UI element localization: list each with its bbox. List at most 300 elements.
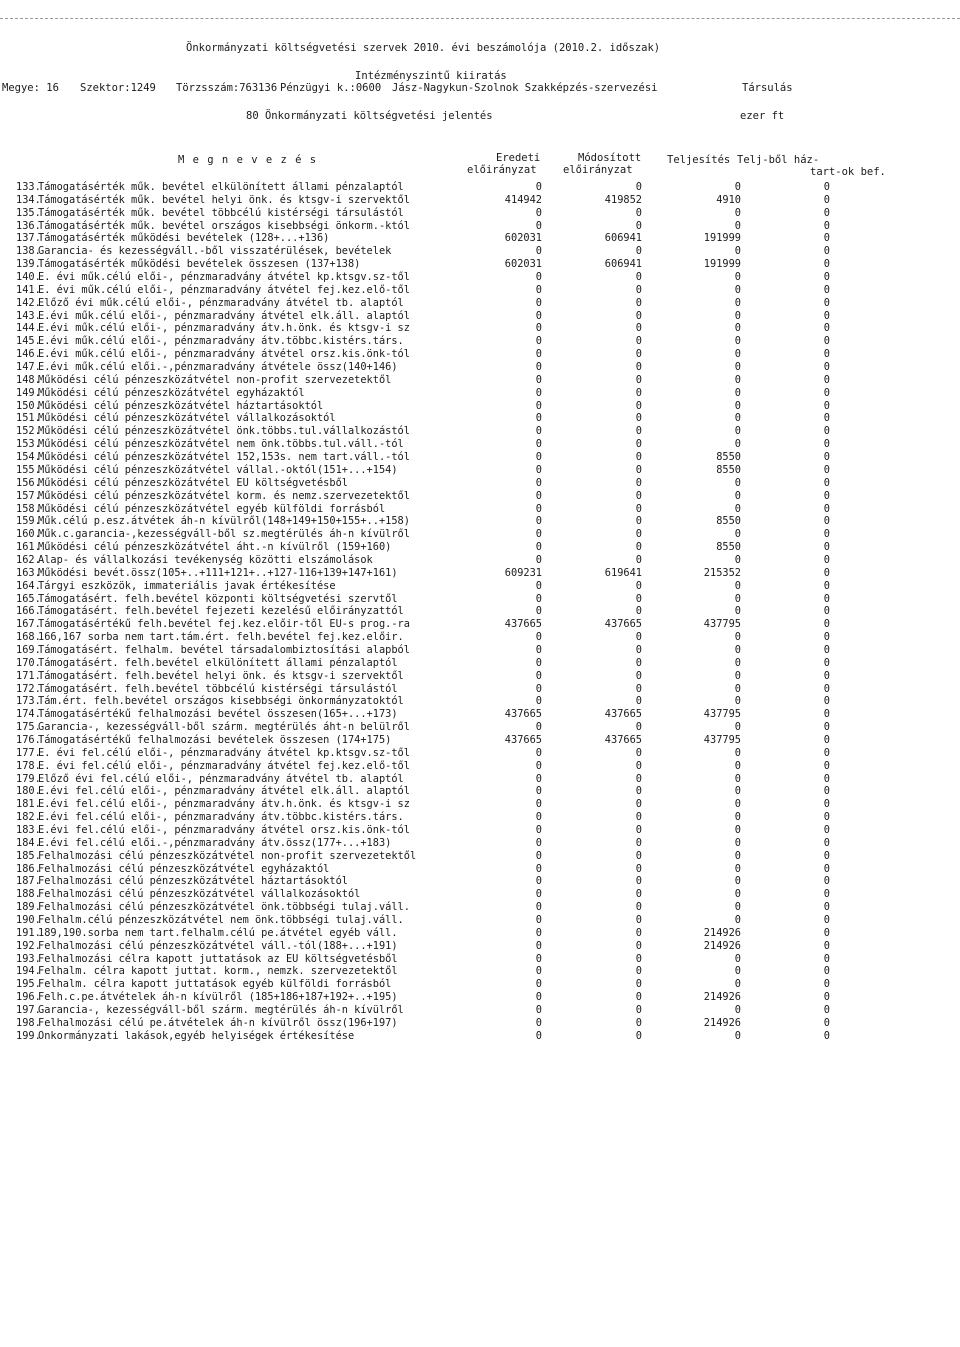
haztartas-value: 0 (823, 682, 830, 695)
modositott-value: 0 (635, 528, 642, 541)
table-row (0, 670, 960, 683)
row-number: 148. (16, 373, 41, 386)
torzsszam: Törzsszám:763136 (176, 82, 278, 94)
col-megnevezes: M e g n e v e z é s (178, 154, 318, 166)
teljesites-value: 0 (734, 361, 741, 374)
modositott-value: 0 (635, 862, 642, 875)
modositott-value: 0 (635, 952, 642, 965)
row-label: Működési célú pénzeszközátvétel non-profit szervezetektől (38, 373, 392, 386)
row-number: 196. (16, 991, 41, 1004)
modositott-value: 606941 (604, 258, 642, 271)
eredeti-value: 0 (535, 682, 542, 695)
haztartas-value: 0 (823, 193, 830, 206)
modositott-value: 0 (635, 283, 642, 296)
row-number: 161. (16, 541, 41, 554)
row-label: Támogatásért. felh.bevétel központi költségvetési szervtől (38, 592, 398, 605)
eredeti-value: 0 (535, 476, 542, 489)
row-number: 143. (16, 309, 41, 322)
table-row (0, 683, 960, 696)
modositott-value: 437665 (604, 708, 642, 721)
teljesites-value: 0 (734, 798, 741, 811)
haztartas-value: 0 (823, 271, 830, 284)
table-row (0, 631, 960, 644)
haztartas-value: 0 (823, 643, 830, 656)
modositott-value: 0 (635, 361, 642, 374)
modositott-value: 0 (635, 476, 642, 489)
row-label: Működési célú pénzeszközátvétel önk.többs.tul.vállalkozástól (38, 425, 410, 438)
eredeti-value: 0 (535, 1029, 542, 1042)
table-row (0, 477, 960, 490)
haztartas-value: 0 (823, 733, 830, 746)
eredeti-value: 0 (535, 849, 542, 862)
table-row (0, 400, 960, 413)
teljesites-value: 0 (734, 836, 741, 849)
table-row (0, 811, 960, 824)
modositott-value: 0 (635, 502, 642, 515)
modositott-value: 0 (635, 553, 642, 566)
haztartas-value: 0 (823, 849, 830, 862)
row-label: Felhalmozási célú pénzeszközátvétel vállalkozásoktól (38, 888, 361, 901)
table-row (0, 773, 960, 786)
row-number: 160. (16, 528, 41, 541)
modositott-value: 0 (635, 1029, 642, 1042)
teljesites-value: 0 (734, 682, 741, 695)
eredeti-value: 602031 (504, 258, 542, 271)
haztartas-value: 0 (823, 258, 830, 271)
eredeti-value: 0 (535, 425, 542, 438)
penzugyi-code: Pénzügyi k.:0600 (280, 82, 382, 94)
modositott-value: 0 (635, 656, 642, 669)
table-row (0, 348, 960, 361)
eredeti-value: 0 (535, 373, 542, 386)
row-label: Támogatásértékű felh.bevétel fej.kez.előir-től EU-s prog.-ra (38, 618, 410, 631)
haztartas-value: 0 (823, 991, 830, 1004)
haztartas-value: 0 (823, 669, 830, 682)
modositott-value: 0 (635, 721, 642, 734)
modositott-value: 0 (635, 965, 642, 978)
teljesites-value: 0 (734, 335, 741, 348)
haztartas-value: 0 (823, 283, 830, 296)
row-label: Felhalmozási célú pénzeszközátvétel önk.többségi tulaj.váll. (38, 901, 410, 914)
haztartas-value: 0 (823, 631, 830, 644)
eredeti-value: 437665 (504, 708, 542, 721)
row-number: 154. (16, 451, 41, 464)
haztartas-value: 0 (823, 502, 830, 515)
teljesites-value: 8550 (716, 463, 741, 476)
eredeti-value: 0 (535, 669, 542, 682)
teljesites-value: 0 (734, 631, 741, 644)
row-number: 167. (16, 618, 41, 631)
row-number: 164. (16, 579, 41, 592)
eredeti-value: 0 (535, 412, 542, 425)
eredeti-value: 0 (535, 695, 542, 708)
modositott-value: 0 (635, 605, 642, 618)
modositott-value: 0 (635, 335, 642, 348)
megye-code: Megye: 16 (2, 82, 59, 94)
haztartas-value: 0 (823, 888, 830, 901)
row-number: 198. (16, 1016, 41, 1029)
teljesites-value: 0 (734, 296, 741, 309)
eredeti-value: 0 (535, 656, 542, 669)
row-number: 173. (16, 695, 41, 708)
row-number: 139. (16, 258, 41, 271)
modositott-value: 0 (635, 746, 642, 759)
col-eredeti-2: előirányzat (467, 164, 537, 176)
teljesites-value: 0 (734, 373, 741, 386)
teljesites-value: 0 (734, 746, 741, 759)
teljesites-value: 0 (734, 888, 741, 901)
row-number: 195. (16, 978, 41, 991)
haztartas-value: 0 (823, 656, 830, 669)
modositott-value: 0 (635, 836, 642, 849)
table-row (0, 695, 960, 708)
eredeti-value: 0 (535, 296, 542, 309)
modositott-value: 0 (635, 579, 642, 592)
row-label: Garancia- és kezességváll.-ből visszatérülések, bevételek (38, 245, 392, 258)
row-number: 190. (16, 914, 41, 927)
unit-label: ezer ft (740, 110, 785, 122)
eredeti-value: 0 (535, 926, 542, 939)
eredeti-value: 0 (535, 502, 542, 515)
row-label: Működési célú pénzeszközátvétel vállalkozásoktól (38, 412, 336, 425)
table-row (0, 953, 960, 966)
modositott-value: 437665 (604, 618, 642, 631)
row-number: 150. (16, 399, 41, 412)
teljesites-value: 0 (734, 656, 741, 669)
haztartas-value: 0 (823, 721, 830, 734)
row-number: 155. (16, 463, 41, 476)
teljesites-value: 0 (734, 849, 741, 862)
table-row (0, 580, 960, 593)
modositott-value: 0 (635, 772, 642, 785)
row-number: 168. (16, 631, 41, 644)
eredeti-value: 0 (535, 283, 542, 296)
eredeti-value: 0 (535, 348, 542, 361)
row-label: Felhalm. célra kapott juttatások egyéb külföldi forrásból (38, 978, 392, 991)
teljesites-value: 8550 (716, 515, 741, 528)
haztartas-value: 0 (823, 914, 830, 927)
table-row (0, 554, 960, 567)
teljesites-value: 437795 (703, 733, 741, 746)
table-row (0, 850, 960, 863)
row-number: 188. (16, 888, 41, 901)
haztartas-value: 0 (823, 399, 830, 412)
table-row (0, 541, 960, 554)
haztartas-value: 0 (823, 451, 830, 464)
row-label: Felhalmozási célú pénzeszközátvétel non-profit szervezetektől (38, 849, 417, 862)
modositott-value: 0 (635, 451, 642, 464)
teljesites-value: 0 (734, 952, 741, 965)
row-label: Támogatásérték működési bevételek összesen (137+138) (38, 258, 361, 271)
haztartas-value: 0 (823, 553, 830, 566)
haztartas-value: 0 (823, 618, 830, 631)
haztartas-value: 0 (823, 245, 830, 258)
modositott-value: 0 (635, 631, 642, 644)
eredeti-value: 0 (535, 991, 542, 1004)
eredeti-value: 0 (535, 206, 542, 219)
row-number: 192. (16, 939, 41, 952)
row-number: 163. (16, 566, 41, 579)
row-label: E.évi műk.célú elői-, pénzmaradvány átvétel elk.áll. alaptól (38, 309, 410, 322)
table-row (0, 991, 960, 1004)
report-level: Intézményszintű kiiratás (355, 70, 507, 82)
row-number: 181. (16, 798, 41, 811)
haztartas-value: 0 (823, 811, 830, 824)
modositott-value: 0 (635, 914, 642, 927)
row-number: 147. (16, 361, 41, 374)
haztartas-value: 0 (823, 181, 830, 193)
row-label: Működési célú pénzeszközátvétel korm. és nemz.szervezetektől (38, 489, 410, 502)
teljesites-value: 0 (734, 605, 741, 618)
haztartas-value: 0 (823, 978, 830, 991)
modositott-value: 419852 (604, 193, 642, 206)
row-number: 177. (16, 746, 41, 759)
row-label: Felhalm.célú pénzeszközátvétel nem önk.többségi tulaj.váll. (38, 914, 404, 927)
eredeti-value: 0 (535, 836, 542, 849)
table-row (0, 310, 960, 323)
teljesites-value: 214926 (703, 991, 741, 1004)
table-row (0, 875, 960, 888)
top-divider (0, 18, 960, 20)
modositott-value: 0 (635, 978, 642, 991)
haztartas-value: 0 (823, 708, 830, 721)
haztartas-value: 0 (823, 541, 830, 554)
teljesites-value: 0 (734, 811, 741, 824)
row-number: 179. (16, 772, 41, 785)
teljesites-value: 0 (734, 875, 741, 888)
teljesites-value: 0 (734, 1029, 741, 1042)
row-label: Felhalmozási célú pénzeszközátvétel egyházaktól (38, 862, 330, 875)
row-number: 157. (16, 489, 41, 502)
row-number: 138. (16, 245, 41, 258)
modositott-value: 0 (635, 695, 642, 708)
modositott-value: 0 (635, 373, 642, 386)
row-number: 183. (16, 824, 41, 836)
row-label: E. évi fel.célú elői-, pénzmaradvány átvétel fej.kez.elő-től (38, 759, 410, 772)
modositott-value: 0 (635, 206, 642, 219)
row-label: Műk.célú p.esz.átvétek áh-n kívülről(148+149+150+155+..+158) (38, 515, 410, 528)
eredeti-value: 0 (535, 643, 542, 656)
teljesites-value: 8550 (716, 541, 741, 554)
eredeti-value: 0 (535, 553, 542, 566)
teljesites-value: 0 (734, 322, 741, 335)
haztartas-value: 0 (823, 579, 830, 592)
row-number: 176. (16, 733, 41, 746)
row-label: Működési célú pénzeszközátvétel áht.-n kívülről (159+160) (38, 541, 392, 554)
haztartas-value: 0 (823, 373, 830, 386)
eredeti-value: 0 (535, 759, 542, 772)
teljesites-value: 214926 (703, 926, 741, 939)
eredeti-value: 0 (535, 322, 542, 335)
row-label: Támogatásérték műk. bevétel helyi önk. és ktsgv-i szervektől (38, 193, 410, 206)
table-row (0, 824, 960, 837)
row-number: 133. (16, 181, 41, 193)
modositott-value: 0 (635, 875, 642, 888)
eredeti-value: 0 (535, 798, 542, 811)
haztartas-value: 0 (823, 309, 830, 322)
eredeti-value: 0 (535, 811, 542, 824)
table-row (0, 940, 960, 953)
teljesites-value: 437795 (703, 618, 741, 631)
row-label: E. évi műk.célú elői-, pénzmaradvány átvétel fej.kez.elő-től (38, 283, 410, 296)
table-row (0, 837, 960, 850)
modositott-value: 0 (635, 592, 642, 605)
table-row (0, 464, 960, 477)
modositott-value: 0 (635, 759, 642, 772)
row-label: Műk.c.garancia-,kezességváll-ből sz.megtérülés áh-n kívülről (38, 528, 410, 541)
table-row (0, 284, 960, 297)
teljesites-value: 0 (734, 219, 741, 232)
row-number: 182. (16, 811, 41, 824)
teljesites-value: 0 (734, 721, 741, 734)
eredeti-value: 0 (535, 605, 542, 618)
haztartas-value: 0 (823, 296, 830, 309)
table-row (0, 194, 960, 207)
eredeti-value: 0 (535, 785, 542, 798)
haztartas-value: 0 (823, 528, 830, 541)
row-label: E.évi fel.célú elői-, pénzmaradvány átv.h.önk. és ktsgv-i sz (38, 798, 410, 811)
modositott-value: 0 (635, 348, 642, 361)
teljesites-value: 0 (734, 695, 741, 708)
table-row (0, 644, 960, 657)
haztartas-value: 0 (823, 1004, 830, 1017)
table-row (0, 258, 960, 271)
row-label: Felh.c.pe.átvételek áh-n kívülről (185+186+187+192+..+195) (38, 991, 398, 1004)
teljesites-value: 0 (734, 759, 741, 772)
teljesites-value: 0 (734, 669, 741, 682)
row-number: 189. (16, 901, 41, 914)
haztartas-value: 0 (823, 425, 830, 438)
modositott-value: 0 (635, 1016, 642, 1029)
eredeti-value: 0 (535, 271, 542, 284)
teljesites-value: 0 (734, 309, 741, 322)
teljesites-value: 0 (734, 824, 741, 836)
modositott-value: 0 (635, 399, 642, 412)
modositott-value: 0 (635, 245, 642, 258)
row-number: 135. (16, 206, 41, 219)
row-label: Tám.ért. felh.bevétel országos kisebbségi önkormányzatoktól (38, 695, 404, 708)
haztartas-value: 0 (823, 605, 830, 618)
modositott-value: 0 (635, 643, 642, 656)
table-row (0, 721, 960, 734)
modositott-value: 0 (635, 785, 642, 798)
table-row (0, 965, 960, 978)
haztartas-value: 0 (823, 836, 830, 849)
row-label: Támogatásért. felhalm. bevétel társadalombiztosítási alapból (38, 643, 410, 656)
table-row (0, 567, 960, 580)
modositott-value: 0 (635, 296, 642, 309)
row-label: Támogatásért. felh.bevétel helyi önk. és ktsgv-i szervektől (38, 669, 404, 682)
row-label: Támogatásértékű felhalmozási bevételek összesen (174+175) (38, 733, 392, 746)
row-label: E.évi műk.célú elői-, pénzmaradvány átv.többc.kistérs.társ. (38, 335, 404, 348)
table-row (0, 888, 960, 901)
modositott-value: 0 (635, 386, 642, 399)
modositott-value: 0 (635, 181, 642, 193)
teljesites-value: 0 (734, 271, 741, 284)
teljesites-value: 191999 (703, 258, 741, 271)
table-row (0, 708, 960, 721)
modositott-value: 0 (635, 849, 642, 862)
eredeti-value: 0 (535, 515, 542, 528)
row-number: 180. (16, 785, 41, 798)
row-label: Működési célú pénzeszközátvétel háztartásoktól (38, 399, 324, 412)
table-row (0, 528, 960, 541)
table-row (0, 734, 960, 747)
haztartas-value: 0 (823, 322, 830, 335)
teljesites-value: 0 (734, 399, 741, 412)
row-number: 191. (16, 926, 41, 939)
haztartas-value: 0 (823, 901, 830, 914)
eredeti-value: 0 (535, 1004, 542, 1017)
table-row (0, 657, 960, 670)
row-label: 189,190.sorba nem tart.felhalm.célú pe.átvétel egyéb váll. (38, 926, 398, 939)
row-number: 146. (16, 348, 41, 361)
row-number: 186. (16, 862, 41, 875)
modositott-value: 0 (635, 669, 642, 682)
table-row (0, 207, 960, 220)
teljesites-value: 0 (734, 965, 741, 978)
row-label: Támogatásértékű felhalmozási bevétel összesen(165+...+173) (38, 708, 398, 721)
row-label: Felhalmozási célú pe.átvételek áh-n kívülről össz(196+197) (38, 1016, 398, 1029)
modositott-value: 0 (635, 811, 642, 824)
row-number: 199. (16, 1029, 41, 1042)
row-number: 141. (16, 283, 41, 296)
haztartas-value: 0 (823, 515, 830, 528)
row-label: Támogatásért. felh.bevétel többcélú kistérségi társulástól (38, 682, 398, 695)
row-number: 197. (16, 1004, 41, 1017)
eredeti-value: 0 (535, 335, 542, 348)
row-label: Tárgyi eszközök, immateriális javak értékesítése (38, 579, 336, 592)
teljesites-value: 0 (734, 206, 741, 219)
row-number: 142. (16, 296, 41, 309)
row-number: 144. (16, 322, 41, 335)
row-number: 158. (16, 502, 41, 515)
teljesites-value: 0 (734, 1004, 741, 1017)
row-label: Támogatásérték műk. bevétel elkülönített állami pénzalaptól (38, 181, 404, 193)
eredeti-value: 414942 (504, 193, 542, 206)
row-label: Önkormányzati lakások,egyéb helyiségek értékesítése (38, 1029, 355, 1042)
table-row (0, 605, 960, 618)
haztartas-value: 0 (823, 1029, 830, 1042)
table-row (0, 914, 960, 927)
table-row (0, 1030, 960, 1043)
modositott-value: 0 (635, 489, 642, 502)
row-label: Előző évi műk.célú elői-, pénzmaradvány átvétel tb. alaptól (38, 296, 404, 309)
haztartas-value: 0 (823, 386, 830, 399)
col-teljesites: Teljesítés (667, 154, 731, 166)
row-label: E.évi fel.célú elői-, pénzmaradvány átvétel orsz.kis.önk-tól (38, 824, 410, 836)
eredeti-value: 437665 (504, 733, 542, 746)
modositott-value: 0 (635, 926, 642, 939)
haztartas-value: 0 (823, 965, 830, 978)
haztartas-value: 0 (823, 566, 830, 579)
modositott-value: 0 (635, 901, 642, 914)
row-label: Támogatásért. felh.bevétel elkülönített állami pénzalaptól (38, 656, 398, 669)
teljesites-value: 0 (734, 348, 741, 361)
row-label: E. évi fel.célú elői-, pénzmaradvány átvétel kp.ktsgv.sz-től (38, 746, 410, 759)
row-number: 194. (16, 965, 41, 978)
teljesites-value: 0 (734, 502, 741, 515)
row-number: 184. (16, 836, 41, 849)
modositott-value: 0 (635, 798, 642, 811)
table-row (0, 387, 960, 400)
table-row (0, 181, 960, 194)
eredeti-value: 0 (535, 463, 542, 476)
modositott-value: 0 (635, 1004, 642, 1017)
haztartas-value: 0 (823, 219, 830, 232)
table-row (0, 412, 960, 425)
eredeti-value: 0 (535, 438, 542, 451)
